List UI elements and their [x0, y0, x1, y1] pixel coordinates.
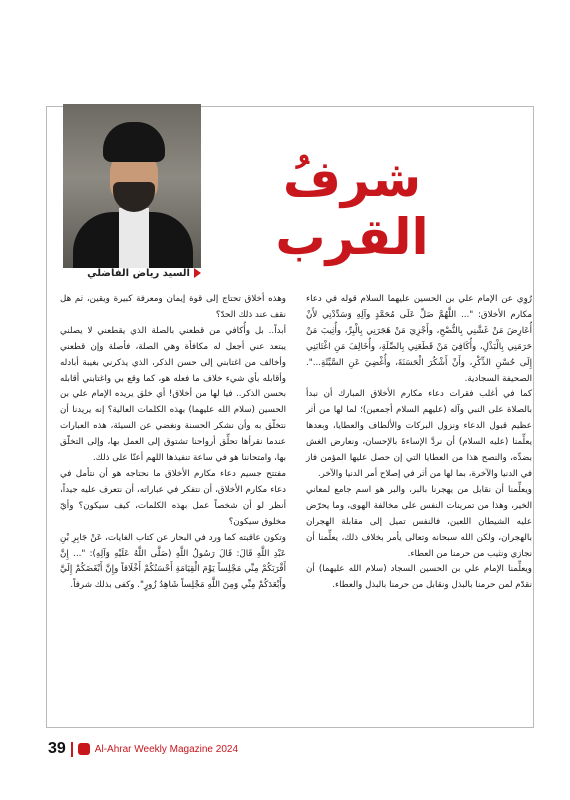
- paragraph: ويعلِّمنا الإمام علي بن الحسين السجاد (سلام الله عليهما) أن نقدّم لمن حرمنا بالبذل ونقابل من حرمنا بالبذل والعطاء.: [306, 564, 532, 591]
- paragraph: وتكون عاقبته كما ورد في البحار عن كتاب الغايات، عَنْ جَابِرِ بْنِ عَبْدِ اللَّهِ قَالَ: قَالَ رَسُولُ اللَّهِ (صَلَّى اللَّهُ عَلَيْهِ وَآلِهِ): "... إِنَّ أَقْرَبَكُمْ مِنِّي مَجْلِساً يَوْمَ الْقِيَامَةِ أَحْسَنُكُمْ أَخْلَاقاً وإِنَّ أَبْغَضَكُمْ إِلَيَّ وأَبْعَدَكُمْ مِنِّي وَمِنَ اللَّهِ مَجْلِساً شَاهِدُ زُورٍ". وكفى بذلك شرفاً.: [60, 532, 286, 591]
- magazine-logo-icon: [78, 743, 90, 755]
- paragraph: مفتتح جسيم دعاء مكارم الأخلاق ما نحتاجه هو أن نتأمل في دعاء مكارم الأخلاق، أن نتفكر في عباراته، أن نتعرف عليه جيداً، أنظر لو أن شخصاً عمل بهذه الكلمات، كيف سيكون؟ وأيّ مخلوق سيكون؟: [60, 468, 286, 527]
- author-name: السيد رياض الفاضلي: [87, 268, 190, 279]
- paragraph: رُوِي عن الإمام علي بن الحسين عليهما السلام قوله في دعاء مكارم الأخلاق: "... اللَّهُمَّ صَلِّ عَلَى مُحَمَّدٍ وآلِهِ وَسَدِّدْنِي لأَنْ أُعَارِضَ مَنْ غَشَّنِي بِالنُّصْحِ، وأَجْزِيَ مَنْ هَجَرَنِي بِالْبِرِّ، وأُثِيبَ مَنْ حَرَمَنِي بِالْبَذْلِ، وأُكَافِيَ مَنْ قَطَعَنِي بِالصِّلَةِ، وأُخَالِفَ مَنِ اغْتَابَنِي إِلَى حُسْنِ الذِّكْرِ، وأَنْ أَشْكُرَ الْحَسَنَةَ، وأُغْضِيَ عَنِ السَّيِّئَةِ...". الصحيفة السجادية.: [306, 294, 532, 384]
- paragraph: أبداً.. بل وأُكافي من قطعني بالصلة الذي يقطعني لا يصلني يبتعد عني أجعل له مكافأة وهي الصلة، فأصلة وإن قطعني وأخالف من اغتابني إلى حسن الذكر، الذي يذكرني بغيبة أبادله وأقابله بأي شيء خلاف ما فعله هو، كما وقع بي واغتابني أقابله بحسن الذكر.. فيا لها من أخلاق! أي خلق يريده الإمام علي بن الحسين (سلام الله عليهما) بهذه الكلمات العالية؟ إنه يريدنا أن نتخلّق به وأن نشكر الحسنة ونغضي عن السيئة، هذه العبارات عندما نقرأها تحلِّق أرواحنا تشتوق إلى العمل بها، وإلى التخلّق بها، وامتحاننا هو في ساعة تنفيذها اللهم أعنّا على ذلك.: [60, 325, 286, 464]
- page-number: 39: [48, 740, 66, 757]
- author-caption: [75, 268, 201, 279]
- photo-collar: [119, 208, 149, 268]
- author-photo: [63, 104, 201, 268]
- article-title: شرفُ القرب: [275, 150, 429, 266]
- article-column-left: [60, 292, 286, 594]
- paragraph: وهذه أخلاق تحتاج إلى قوة إيمان ومعرفة كبيرة ويقين، ثم هل نقف عند ذلك الحدّ؟: [60, 294, 286, 320]
- page-footer: [48, 738, 238, 760]
- paragraph: ويعلِّمنا أن نقابل من يهجرنا بالبر، والبر هو اسم جامع لمعاني الخير، وهذا من تمرينات النفس على مخالفة الهوى، وما يحرّض عليه الشيطان اللعين، فالنفس تميل إلى مقابلة الهجران بالهجران، ولكن الله سبحانه وتعالى يأمر بخلاف ذلك، يعلِّمنا أن نجازي ونثيب من حرمنا من العطاء.: [306, 484, 532, 559]
- magazine-name: Al-Ahrar Weekly Magazine 2024: [94, 743, 239, 755]
- photo-turban: [103, 122, 165, 162]
- article-column-right: [306, 292, 532, 594]
- paragraph: كما في أغلب فقرات دعاء مكارم الأخلاق المبارك أن نبدأ بالصلاة على النبي وآله (عليهم السلام أجمعين)؛ لما لها من أثر عظيم قبول الدعاء ونزول البركات والألطاف والعطايا، وبعدها يعلِّمنا (عليه السلام) أن نردَّ الإساءةَ بالإحسان، ونعارض الغش بضدِّه، والنصح هذا من العطايا التي إن حصل عليها المؤمن فاز في الدنيا والآخرة، بما لها من أثر في إصلاح أمر الدنيا والآخر.: [306, 389, 532, 479]
- footer-divider: [71, 742, 73, 757]
- red-triangle-icon: [194, 268, 201, 278]
